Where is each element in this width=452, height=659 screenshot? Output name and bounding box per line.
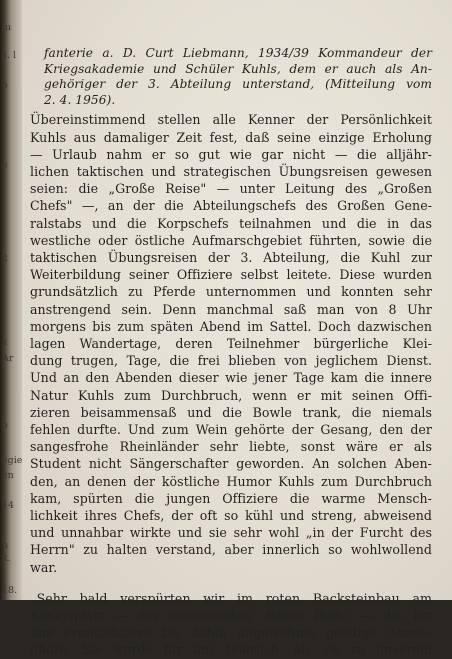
margin-fragment: 14 bbox=[2, 500, 15, 511]
text-line: lagen Wandertage, deren Teilnehmer bürgerliche Klei- bbox=[30, 336, 432, 352]
margin-fragment: n bbox=[2, 540, 9, 551]
margin-fragment: s. l bbox=[2, 50, 16, 61]
text-line: taktischen Übungsreisen der 3. Abteilung, die Kuhl zur bbox=[30, 250, 432, 265]
text-line: seien: die „Große Reise" — unter Leitung des „Großen bbox=[30, 181, 432, 197]
text-line: den, an denen der köstliche Humor Kuhls zum Durchbruch bbox=[30, 473, 432, 489]
margin-fragment: k. bbox=[2, 553, 11, 564]
margin-fragment: x bbox=[2, 337, 8, 348]
text-line: „Sehr bald verspürten wir im roten Backsteinbau am bbox=[30, 590, 432, 606]
text-line: grundsätzlich zu Pferde unternommen und konnten sehr bbox=[30, 284, 432, 300]
text-line: Übereinstimmend stellen alle Kenner der Persönlichkeit bbox=[30, 112, 432, 128]
margin-fragment: 2 bbox=[2, 253, 9, 264]
text-line: war. bbox=[30, 559, 58, 575]
margin-fragment: o bbox=[2, 420, 8, 431]
margin-fragment: egie bbox=[2, 455, 23, 466]
margin-fragment: o bbox=[2, 80, 8, 91]
text-line: ralstabs und die Korpschefs teilnahmen und die in das bbox=[30, 215, 432, 231]
text-line: Herrn" zu halten verstand, aber innerlich so wohlwollend bbox=[30, 542, 432, 558]
text-line: kam, spürten die jungen Offiziere die warme Mensch- bbox=[30, 490, 432, 506]
footnote-line: 2. 4. 1956). bbox=[44, 92, 116, 107]
text-line: Und an den Abenden dieser wie jener Tage kam die innere bbox=[30, 370, 432, 386]
page-text bbox=[30, 46, 432, 659]
text-line: Weiterbildung seiner Offiziere selbst leitete. Diese wurden bbox=[30, 267, 432, 283]
text-line: Chefs" —, an der die Abteilungschefs des Großen Gene- bbox=[30, 198, 432, 214]
paragraph-2 bbox=[30, 590, 432, 659]
text-line: dung trugen, Tage, die frei blieben von jeglichem Dienst. bbox=[30, 353, 432, 369]
footnote bbox=[30, 46, 432, 108]
margin-fragment: en bbox=[2, 470, 14, 481]
text-line: Kuhls aus damaliger Zeit fest, daß seine einzige Erholung bbox=[30, 129, 432, 145]
text-line: Königsplatz — der sogenannten ‚Roten Bude' — die für bbox=[30, 608, 432, 624]
margin-fragment: lu bbox=[2, 22, 12, 33]
margin-fragment: 18. bbox=[2, 585, 18, 596]
text-line: Natur Kuhls zum Durchbruch, wenn er mit seinen Offi- bbox=[30, 387, 432, 403]
text-line: phäre. Sie wurde für uns feierlich, als sie zu unserem bbox=[30, 642, 432, 658]
text-line: anstrengend sein. Denn manchmal saß man von 8 Uhr bbox=[30, 301, 432, 317]
text-line: zieren beisammensaß und die Bowle trank, die niemals bbox=[30, 404, 432, 420]
text-line: morgens bis zum späten Abend im Sattel. Doch dazwischen bbox=[30, 318, 432, 334]
footnote-line: Kriegsakademie und Schüler Kuhls, dem er auch als An- bbox=[44, 61, 432, 76]
text-line: — Urlaub nahm er so gut wie gar nicht — die alljähr- bbox=[30, 146, 432, 162]
text-line: lichkeit ihres Chefs, der oft so kühl und streng, abweisend bbox=[30, 508, 432, 524]
text-line: uns Frontoffiziere bis dahin ungewohnte geistige Atmos- bbox=[30, 625, 432, 641]
margin-fragment: Ar bbox=[2, 353, 14, 364]
text-line: und unnahbar wirkte und sie sehr wohl „in der Furcht des bbox=[30, 525, 432, 541]
book-page bbox=[22, 0, 452, 658]
footnote-line: fanterie a. D. Curt Liebmann, 1934/39 Kommandeur der bbox=[44, 46, 432, 60]
text-line: fehlen durfte. Und zum Wein gehörte der Gesang, den der bbox=[30, 422, 432, 438]
margin-fragment: e bbox=[2, 160, 8, 171]
text-line: lichen taktischen und strategischen Übungsreisen gewesen bbox=[30, 163, 432, 179]
previous-page-edge bbox=[0, 0, 22, 600]
footnote-line: gehöriger der 3. Abteilung unterstand, (Mitteilung vom bbox=[44, 77, 432, 92]
text-line: Student nicht Sängerschafter geworden. An solchen Aben- bbox=[30, 456, 432, 472]
text-line: sangesfrohe Rheinländer sehr liebte, sonst wäre er als bbox=[30, 439, 432, 455]
text-line: westliche oder östliche Aufmarschgebiet führten, sowie die bbox=[30, 232, 432, 248]
paragraph-1 bbox=[30, 111, 432, 575]
